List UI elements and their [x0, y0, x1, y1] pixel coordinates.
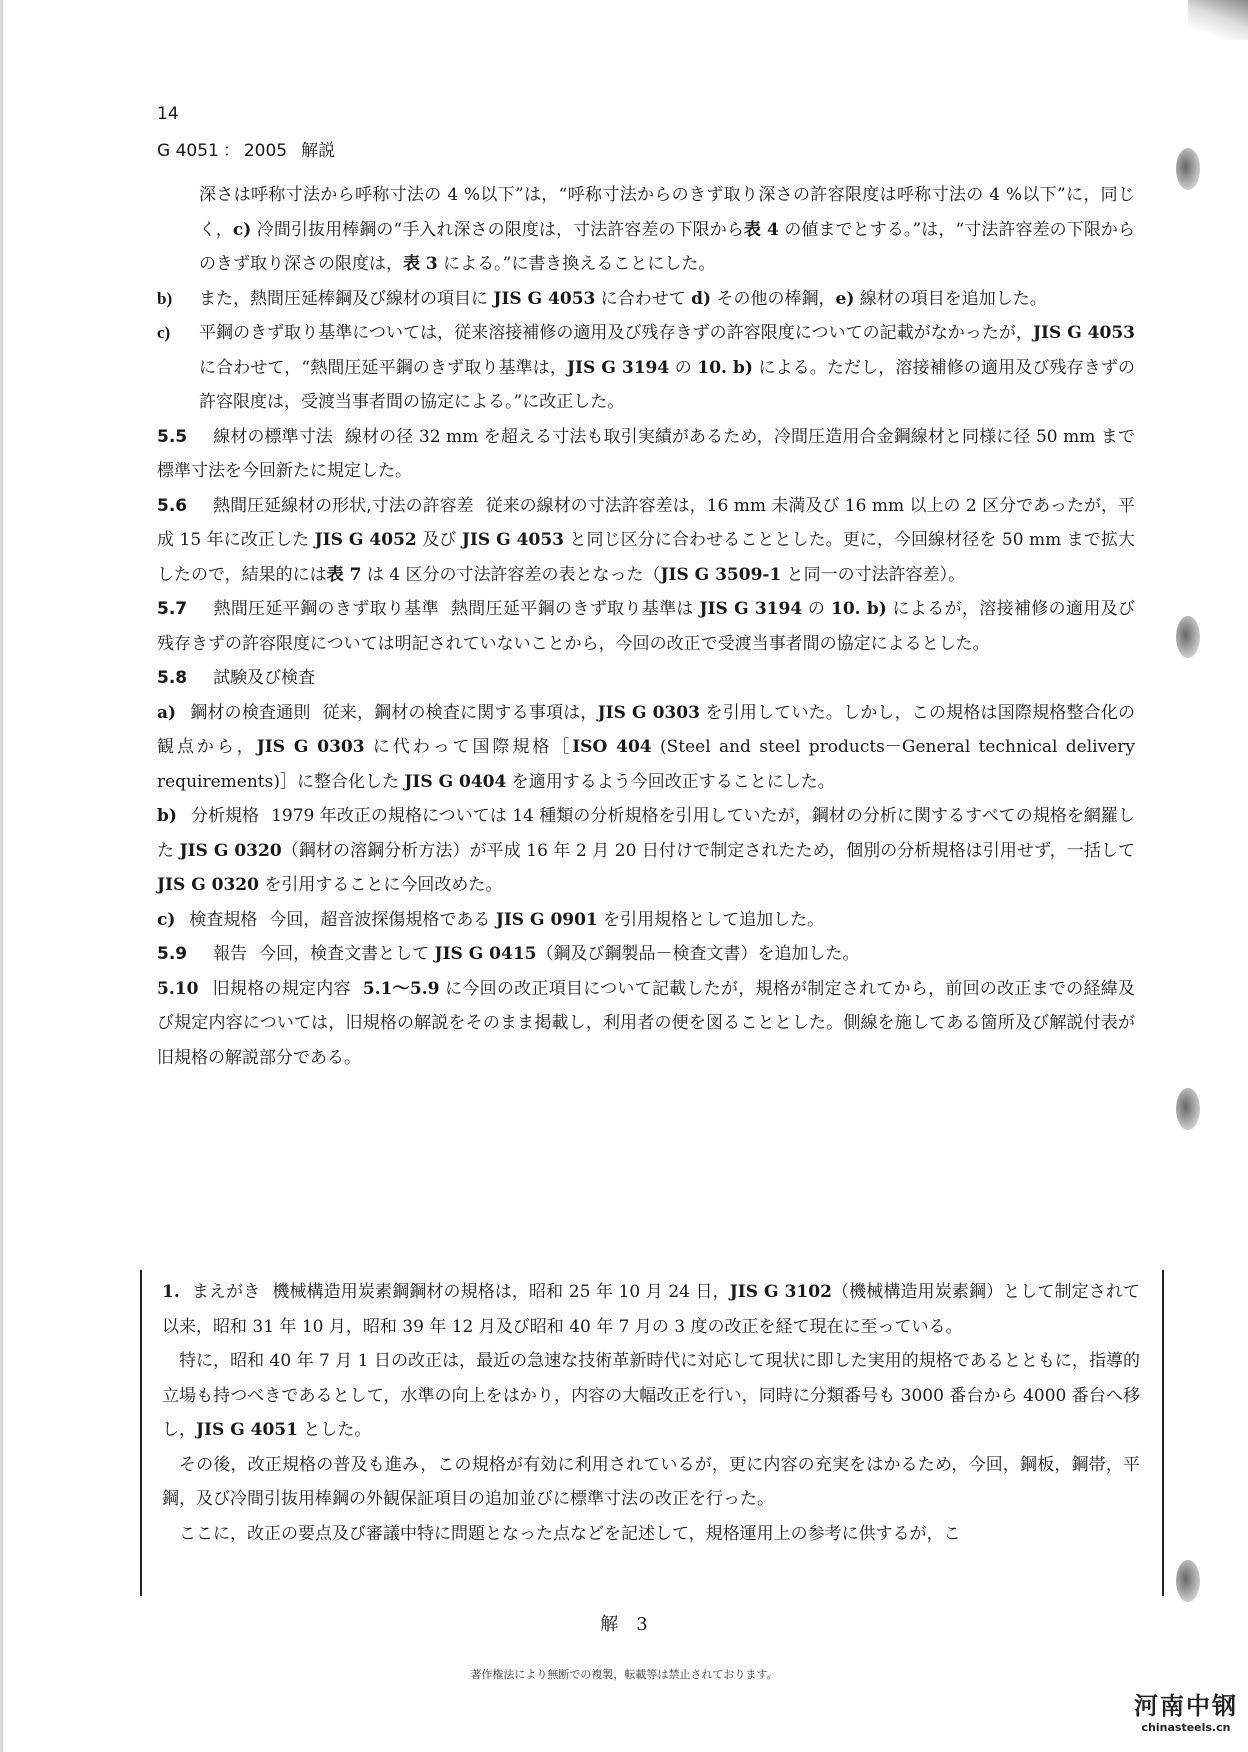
list-marker: a)	[157, 702, 177, 723]
list-item-c: c) 平鋼のきず取り基準については，従来溶接補修の適用及び残存きずの許容限度についての記載がなかったが，JIS G 4053 に合わせて，“熱間圧延平鋼のきず取り基準は，JIS G 3194 の 10. b) による。ただし，溶接補修の適用及び残存きずの許容限度は，受渡当事者間の協定による。”に改正した。	[157, 316, 1135, 420]
doc-label: 解説	[301, 141, 336, 161]
doc-code: G 4051	[157, 141, 219, 161]
section-title: 線材の標準寸法	[213, 426, 333, 447]
section-number: 5.7	[157, 599, 188, 619]
section-title: 試験及び検査	[213, 668, 316, 688]
section-title: 熱間圧延平鋼のきず取り基準	[213, 599, 439, 619]
page-number: 14	[157, 104, 179, 124]
old-paragraph-1: 1. まえがき 機械構造用炭素鋼鋼材の規格は，昭和 25 年 10 月 24 日，JIS G 3102（機械構造用炭素鋼）として制定されて以来，昭和 31 年 10 月，昭和 39 年 12 月及び昭和 40 年 7 月の 3 度の改正を経て現在に至っている。	[162, 1282, 1140, 1337]
section-5-10: 5.10 旧規格の規定内容 5.1～5.9 に今回の改正項目について記載したが，規格が制定されてから，前回の改正までの経緯及び規定内容については，旧規格の解説をそのまま掲載し，利用者の便を図ることとした。側線を施してある箇所及び解説付表が旧規格の解説部分である。	[157, 978, 1136, 1068]
section-number: 5.6	[157, 495, 188, 516]
list-item-b: b) また，熱間圧延棒鋼及び線材の項目に JIS G 4053 に合わせて d) その他の棒鋼，e) 線材の項目を追加した。	[157, 282, 1135, 317]
section-5-7: 5.7 熱間圧延平鋼のきず取り基準 熱間圧延平鋼のきず取り基準は JIS G 3194 の 10. b) によるが，溶接補修の適用及び残存きずの許容限度については明記されていないことから，今回の改正で受渡当事者間の協定によるとした。	[157, 599, 1136, 654]
page-left-edge	[0, 0, 3, 1752]
intro-paragraph: 深さは呼称寸法から呼称寸法の 4 %以下”は，“呼称寸法からのきず取り深さの許容限度は呼称寸法の 4 %以下”に，同じく，c) 冷間引抜用棒鋼の“手入れ深さの限度は，寸法許容差の下限から表 4 の値までとする。”は，“寸法許容差の下限からのきず取り深さの限度は，表 3 による。”に書き換えることにした。	[199, 185, 1135, 274]
section-5-8-c: c) 検査規格 今回，超音波探傷規格である JIS G 0901 を引用規格として追加した。	[157, 909, 825, 930]
document-body	[157, 178, 1135, 1075]
list-marker: b)	[157, 288, 173, 308]
doc-separator: ：	[222, 141, 240, 161]
section-5-6: 5.6 熱間圧延線材の形状,寸法の許容差 従来の線材の寸法許容差は，16 mm 未満及び 16 mm 以上の 2 区分であったが，平成 15 年に改正した JIS G 4052 及び JIS G 4053 と同じ区分に合わせることとした。更に，今回線材径を 50 mm まで拡大したので，結果的には表 7 は 4 区分の寸法許容差の表となった（JIS G 3509-1 と同一の寸法許容差）。	[157, 495, 1136, 585]
subsection-title: 分析規格	[190, 806, 260, 826]
punch-hole	[1176, 148, 1200, 190]
old-paragraph-4: ここに，改正の要点及び審議中特に問題となった点などを記述して，規格運用上の参考に供するが，こ	[179, 1523, 961, 1544]
watermark-en: chinasteels.cn	[1141, 1721, 1231, 1734]
subsection-title: 検査規格	[189, 909, 258, 930]
watermark-logo	[1134, 1686, 1238, 1734]
old-standard-commentary	[162, 1275, 1140, 1551]
section-5-8-heading	[157, 661, 1135, 696]
section-number: 1.	[162, 1282, 180, 1302]
doc-year: 2005	[243, 141, 288, 161]
section-title: まえがき	[191, 1282, 261, 1302]
footer-page-number: 解 3	[600, 1614, 648, 1635]
section-5-8-a: a) 鋼材の検査通則 従来，鋼材の検査に関する事項は，JIS G 0303 を引用していた。しかし，この規格は国際規格整合化の観点から，JIS G 0303 に代わって国際規格［ISO 404 (Steel and steel products－General technical delivery requirements)］に整合化した JIS G 0404 を適用するよう今回改正することにした。	[157, 702, 1136, 792]
old-paragraph-2: 特に，昭和 40 年 7 月 1 日の改正は，最近の急速な技術革新時代に対応して現状に即した実用的規格であるとともに，指導的立場も持つべきであるとして，水準の向上をはかり，内容の大幅改正を行い，同時に分類番号も 3000 番台から 4000 番台へ移し，JIS G 4051 とした。	[162, 1351, 1140, 1440]
section-5-8-b: b) 分析規格 1979 年改正の規格については 14 種類の分析規格を引用していたが，鋼材の分析に関するすべての規格を網羅した JIS G 0320（鋼材の溶鋼分析方法）が平成 16 年 2 月 20 日付けで制定されたため，個別の分析規格は引用せず，一括して JIS G 0320 を引用することに今回改めた。	[157, 806, 1135, 895]
section-title: 旧規格の規定内容	[212, 978, 351, 999]
old-paragraph-3: その後，改正規格の普及も進み，この規格が有効に利用されているが，更に内容の充実をはかるため，今回，鋼板，鋼帯，平鋼，及び冷間引抜用棒鋼の外観保証項目の追加並びに標準寸法の改正を行った。	[162, 1454, 1140, 1509]
section-number: 5.10	[157, 978, 199, 999]
section-number: 5.8	[157, 668, 188, 688]
section-number: 5.9	[157, 944, 188, 964]
subsection-title: 鋼材の検査通則	[190, 702, 311, 723]
section-5-5: 5.5 線材の標準寸法 線材の径 32 mm を超える寸法も取引実績があるため，冷間圧造用合金鋼線材と同様に径 50 mm まで標準寸法を今回新たに規定した。	[157, 426, 1135, 481]
document-id	[157, 136, 335, 161]
list-marker: c)	[157, 909, 176, 930]
section-title: 熱間圧延線材の形状,寸法の許容差	[213, 495, 474, 516]
punch-hole	[1176, 616, 1200, 658]
punch-hole	[1176, 1088, 1200, 1130]
watermark-cn: 河南中钢	[1134, 1692, 1238, 1720]
list-marker: c)	[157, 323, 171, 342]
page-corner-shadow	[1188, 0, 1248, 40]
list-marker: b)	[157, 806, 177, 826]
section-number: 5.5	[157, 426, 188, 447]
copyright-notice: 著作権法により無断での複製，転載等は禁止されております。	[470, 1668, 778, 1681]
punch-hole	[1176, 1560, 1200, 1602]
section-5-9: 5.9 報告 今回，検査文書として JIS G 0415（鋼及び鋼製品－検査文書）を追加した。	[157, 944, 860, 964]
section-title: 報告	[213, 944, 248, 964]
